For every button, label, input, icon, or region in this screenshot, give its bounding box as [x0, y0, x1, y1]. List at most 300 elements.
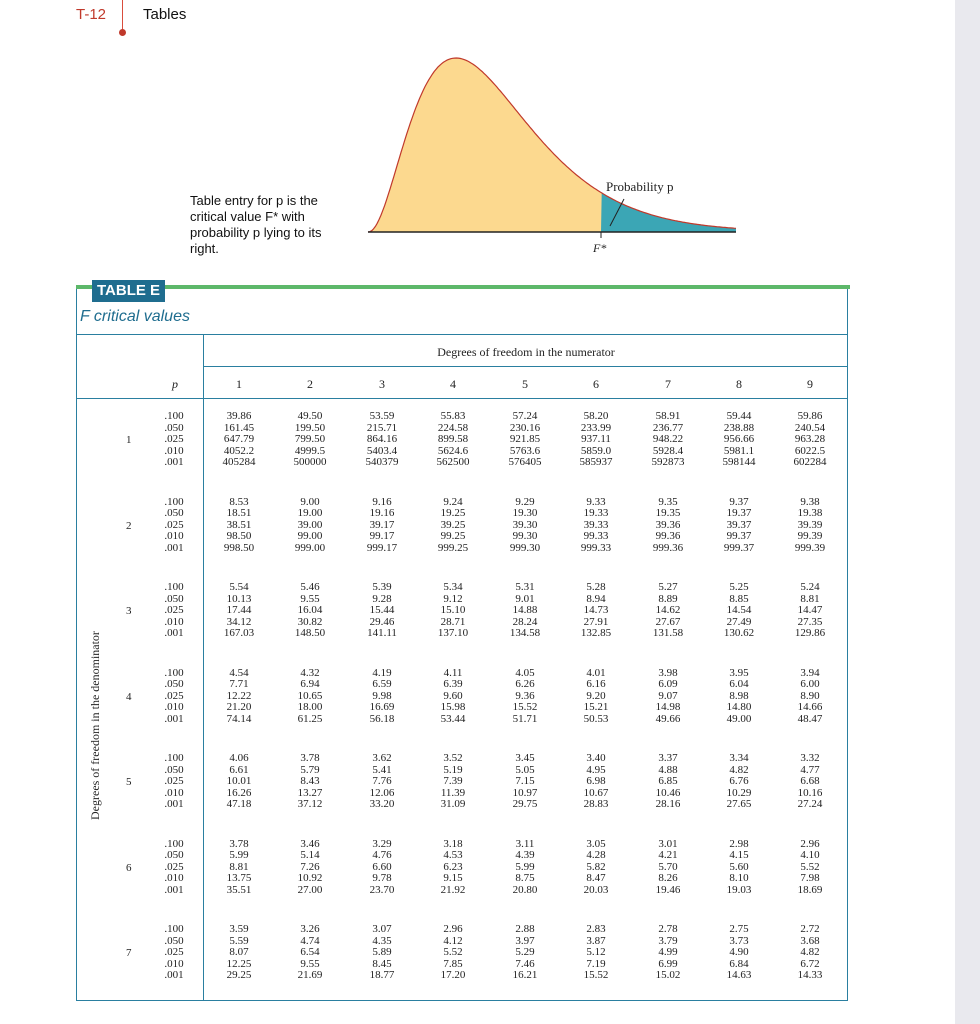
critical-value-cell: 39.30 [512, 518, 538, 531]
critical-value-cell: 899.58 [437, 433, 469, 445]
critical-value-cell: 5.99 [515, 860, 535, 873]
critical-value-cell: 39.00 [297, 518, 323, 531]
critical-value-cell: 6.99 [658, 957, 678, 970]
critical-value-cell: 224.58 [437, 421, 469, 434]
critical-value-cell: 2.78 [658, 923, 678, 935]
p-value-cell: .050 [164, 678, 184, 690]
critical-value-cell: 15.98 [440, 701, 466, 713]
critical-value-cell: 19.46 [655, 883, 681, 896]
critical-value-cell: 6.26 [515, 678, 535, 690]
critical-value-cell: 5859.0 [580, 444, 612, 457]
critical-value-cell: 6.84 [729, 957, 749, 970]
critical-value-cell: 4.05 [515, 666, 535, 679]
critical-value-cell: 3.32 [800, 752, 820, 764]
column-header-1: 1 [236, 377, 242, 391]
critical-value-cell: 4.82 [800, 946, 820, 958]
critical-value-cell: 16.04 [297, 604, 323, 616]
critical-value-cell: 5.70 [658, 860, 678, 873]
critical-value-cell: 27.91 [583, 615, 609, 628]
p-value-cell: .025 [164, 604, 184, 616]
critical-value-cell: 16.21 [512, 969, 538, 981]
p-value-cell: .025 [164, 860, 184, 873]
critical-value-cell: 9.55 [300, 592, 320, 605]
critical-value-cell: 9.35 [658, 495, 678, 508]
critical-value-cell: 921.85 [509, 433, 541, 445]
p-value-cell: .025 [164, 946, 184, 958]
critical-value-cell: 9.38 [800, 495, 820, 508]
critical-value-cell: 11.39 [440, 786, 466, 799]
critical-value-cell: 999.33 [580, 541, 612, 554]
critical-value-cell: 134.58 [509, 627, 541, 639]
critical-value-cell: 6.76 [729, 775, 749, 787]
critical-value-cell: 28.83 [583, 798, 609, 810]
numerator-divider [204, 366, 848, 367]
critical-value-cell: 15.52 [583, 969, 609, 981]
critical-value-cell: 3.07 [372, 923, 392, 935]
critical-value-cell: 50.53 [583, 712, 609, 725]
critical-value-cell: 9.60 [443, 689, 463, 702]
critical-value-cell: 5.99 [229, 849, 249, 861]
critical-value-cell: 9.24 [443, 495, 463, 508]
critical-value-cell: 4.28 [586, 849, 606, 861]
critical-value-cell: 3.68 [800, 934, 820, 947]
critical-value-cell: 39.25 [440, 518, 466, 531]
critical-value-cell: 5.59 [229, 934, 249, 947]
critical-value-cell: 9.98 [372, 689, 392, 702]
critical-value-cell: 28.71 [440, 615, 466, 628]
critical-value-cell: 4.21 [658, 849, 678, 861]
critical-value-cell: 562500 [436, 456, 470, 468]
column-header-6: 6 [593, 377, 599, 391]
critical-value-cell: 9.12 [443, 592, 463, 605]
critical-value-cell: 55.83 [440, 410, 466, 422]
critical-value-cell: 6.23 [443, 860, 463, 873]
critical-value-cell: 999.37 [723, 541, 755, 554]
p-value-cell: .001 [164, 456, 184, 468]
critical-value-cell: 130.62 [723, 627, 755, 639]
critical-value-cell: 10.92 [297, 872, 323, 884]
critical-value-cell: 27.24 [797, 798, 823, 810]
critical-value-cell: 3.05 [586, 837, 606, 850]
critical-value-cell: 8.07 [229, 946, 249, 958]
critical-value-cell: 5.46 [300, 581, 320, 593]
critical-value-cell: 585937 [579, 456, 613, 468]
fstar-label: F* [593, 241, 607, 255]
critical-value-cell: 7.15 [515, 775, 535, 787]
critical-value-cell: 7.39 [443, 775, 463, 787]
critical-value-cell: 167.03 [223, 627, 255, 639]
critical-value-cell: 2.72 [800, 923, 820, 935]
critical-value-cell: 799.50 [294, 433, 326, 445]
critical-value-cell: 956.66 [723, 433, 755, 445]
critical-value-cell: 230.16 [509, 421, 541, 434]
critical-value-cell: 27.35 [797, 615, 823, 628]
critical-value-cell: 7.85 [443, 957, 463, 970]
critical-value-cell: 30.82 [297, 615, 323, 628]
critical-value-cell: 999.17 [366, 541, 398, 554]
critical-value-cell: 8.43 [300, 775, 320, 787]
critical-value-cell: 4.77 [800, 763, 820, 776]
critical-value-cell: 8.47 [586, 872, 606, 884]
critical-value-cell: 8.81 [229, 860, 249, 873]
critical-value-cell: 13.75 [226, 872, 252, 884]
critical-value-cell: 132.85 [580, 627, 612, 639]
critical-value-cell: 9.00 [300, 495, 320, 508]
critical-value-cell: 20.80 [512, 883, 538, 896]
critical-value-cell: 28.16 [655, 798, 681, 810]
critical-value-cell: 20.03 [583, 883, 609, 896]
critical-value-cell: 5.89 [372, 946, 392, 958]
critical-value-cell: 215.71 [366, 421, 398, 434]
page-code: T-12 [76, 6, 107, 23]
critical-value-cell: 963.28 [794, 433, 826, 445]
critical-value-cell: 6.04 [729, 678, 749, 690]
critical-value-cell: 19.33 [583, 507, 609, 519]
stub-divider [203, 334, 204, 1001]
critical-value-cell: 2.83 [586, 923, 606, 935]
p-value-cell: .010 [164, 786, 184, 799]
critical-value-cell: 57.24 [512, 410, 538, 422]
critical-value-cell: 99.00 [297, 530, 323, 542]
critical-value-cell: 29.75 [512, 798, 538, 810]
critical-value-cell: 998.50 [223, 541, 255, 554]
critical-value-cell: 4052.2 [223, 444, 255, 457]
critical-value-cell: 39.33 [583, 518, 609, 531]
column-header-2: 2 [307, 377, 313, 391]
critical-value-cell: 5.12 [586, 946, 606, 958]
critical-value-cell: 6.00 [800, 678, 820, 690]
p-value-cell: .050 [164, 507, 184, 519]
critical-value-cell: 9.29 [515, 495, 535, 508]
critical-value-cell: 35.51 [226, 883, 252, 896]
critical-value-cell: 5.52 [443, 946, 463, 958]
critical-value-cell: 23.70 [369, 883, 395, 896]
critical-value-cell: 56.18 [369, 712, 395, 725]
critical-value-cell: 5.54 [229, 581, 249, 593]
critical-value-cell: 5.14 [300, 849, 320, 861]
critical-value-cell: 34.12 [226, 615, 252, 628]
critical-value-cell: 6.39 [443, 678, 463, 690]
critical-value-cell: 58.20 [583, 410, 609, 422]
p-value-cell: .050 [164, 421, 184, 434]
critical-value-cell: 3.78 [300, 752, 320, 764]
p-value-cell: .001 [164, 798, 184, 810]
critical-value-cell: 15.44 [369, 604, 395, 616]
critical-value-cell: 199.50 [294, 421, 326, 434]
critical-value-cell: 14.80 [726, 701, 752, 713]
critical-value-cell: 21.69 [297, 969, 323, 981]
critical-value-cell: 16.69 [369, 701, 395, 713]
critical-value-cell: 14.62 [655, 604, 681, 616]
curve-body-fill [368, 58, 736, 232]
p-value-cell: .010 [164, 701, 184, 713]
critical-value-cell: 47.18 [226, 798, 252, 810]
critical-value-cell: 4.95 [586, 763, 606, 776]
critical-value-cell: 4.74 [300, 934, 320, 947]
p-value-cell: .010 [164, 872, 184, 884]
critical-value-cell: 29.25 [226, 969, 252, 981]
critical-value-cell: 39.86 [226, 410, 252, 422]
critical-value-cell: 8.94 [586, 592, 606, 605]
p-value-cell: .100 [164, 495, 184, 508]
critical-value-cell: 4.32 [300, 666, 320, 679]
critical-value-cell: 4.12 [443, 934, 463, 947]
critical-value-cell: 3.01 [658, 837, 678, 850]
critical-value-cell: 5.29 [515, 946, 535, 958]
critical-value-cell: 10.46 [655, 786, 681, 799]
critical-value-cell: 6.72 [800, 957, 820, 970]
critical-value-cell: 59.44 [726, 410, 752, 422]
critical-value-cell: 4.76 [372, 849, 392, 861]
critical-value-cell: 576405 [508, 456, 542, 468]
p-value-cell: .050 [164, 934, 184, 947]
critical-value-cell: 236.77 [652, 421, 684, 434]
p-value-cell: .100 [164, 923, 184, 935]
critical-value-cell: 10.16 [797, 786, 823, 799]
critical-value-cell: 3.37 [658, 752, 678, 764]
critical-value-cell: 2.96 [443, 923, 463, 935]
critical-value-cell: 148.50 [294, 627, 326, 639]
header-divider [122, 0, 123, 32]
critical-value-cell: 5.25 [729, 581, 749, 593]
critical-value-cell: 9.33 [586, 495, 606, 508]
critical-value-cell: 10.65 [297, 689, 323, 702]
critical-value-cell: 39.36 [655, 518, 681, 531]
critical-value-cell: 4.10 [800, 849, 820, 861]
critical-value-cell: 5.34 [443, 581, 463, 593]
critical-value-cell: 948.22 [652, 433, 684, 445]
p-value-cell: .001 [164, 712, 184, 725]
critical-value-cell: 9.78 [372, 872, 392, 884]
critical-value-cell: 15.02 [655, 969, 681, 981]
p-value-cell: .100 [164, 581, 184, 593]
p-column-header: p [172, 377, 178, 391]
critical-value-cell: 53.59 [369, 410, 395, 422]
p-value-cell: .100 [164, 666, 184, 679]
critical-value-cell: 3.40 [586, 752, 606, 764]
critical-value-cell: 999.36 [652, 541, 684, 554]
critical-value-cell: 4.01 [586, 666, 606, 679]
critical-value-cell: 8.10 [729, 872, 749, 884]
critical-value-cell: 5.24 [800, 581, 820, 593]
critical-value-cell: 14.47 [797, 604, 823, 616]
critical-value-cell: 8.81 [800, 592, 820, 605]
critical-value-cell: 3.34 [729, 752, 749, 764]
critical-value-cell: 240.54 [794, 421, 826, 434]
critical-value-cell: 8.90 [800, 689, 820, 702]
critical-value-cell: 5.79 [300, 763, 320, 776]
critical-value-cell: 18.51 [226, 507, 252, 519]
denominator-df-3: 3 [126, 605, 132, 617]
critical-value-cell: 6.16 [586, 678, 606, 690]
critical-value-cell: 8.26 [658, 872, 678, 884]
critical-value-cell: 5.31 [515, 581, 535, 593]
column-header-7: 7 [665, 377, 671, 391]
critical-value-cell: 31.09 [440, 798, 466, 810]
critical-value-cell: 9.37 [729, 495, 749, 508]
critical-value-cell: 99.37 [726, 530, 752, 542]
critical-value-cell: 6022.5 [794, 444, 826, 457]
section-title: Tables [143, 6, 187, 23]
p-value-cell: .001 [164, 883, 184, 896]
critical-value-cell: 27.49 [726, 615, 752, 628]
critical-value-cell: 99.36 [655, 530, 681, 542]
critical-value-cell: 5.41 [372, 763, 392, 776]
critical-value-cell: 10.01 [226, 775, 252, 787]
critical-value-cell: 4.06 [229, 752, 249, 764]
critical-value-cell: 4999.5 [294, 444, 326, 457]
critical-value-cell: 12.06 [369, 786, 395, 799]
critical-value-cell: 2.88 [515, 923, 535, 935]
critical-value-cell: 3.52 [443, 752, 463, 764]
critical-value-cell: 18.69 [797, 883, 823, 896]
f-distribution-figure [360, 40, 740, 240]
critical-value-cell: 3.97 [515, 934, 535, 947]
critical-value-cell: 21.20 [226, 701, 252, 713]
p-value-cell: .025 [164, 433, 184, 445]
page-edge-shadow [955, 0, 980, 1024]
critical-value-cell: 3.18 [443, 837, 463, 850]
critical-value-cell: 53.44 [440, 712, 466, 725]
critical-value-cell: 16.26 [226, 786, 252, 799]
critical-value-cell: 49.66 [655, 712, 681, 725]
critical-value-cell: 5928.4 [652, 444, 684, 457]
critical-value-cell: 58.91 [655, 410, 681, 422]
critical-value-cell: 7.71 [229, 678, 249, 690]
critical-value-cell: 8.89 [658, 592, 678, 605]
critical-value-cell: 49.00 [726, 712, 752, 725]
p-value-cell: .001 [164, 627, 184, 639]
critical-value-cell: 39.37 [726, 518, 752, 531]
critical-value-cell: 7.26 [300, 860, 320, 873]
critical-value-cell: 937.11 [581, 433, 611, 445]
critical-value-cell: 12.25 [226, 957, 252, 970]
critical-value-cell: 5403.4 [366, 444, 398, 457]
critical-value-cell: 14.98 [655, 701, 681, 713]
critical-value-cell: 4.88 [658, 763, 678, 776]
critical-value-cell: 19.16 [369, 507, 395, 519]
table-label: TABLE E [92, 280, 165, 302]
critical-value-cell: 14.73 [583, 604, 609, 616]
critical-value-cell: 2.96 [800, 837, 820, 850]
column-header-5: 5 [522, 377, 528, 391]
critical-value-cell: 13.27 [297, 786, 323, 799]
critical-value-cell: 6.61 [229, 763, 249, 776]
critical-value-cell: 5.60 [729, 860, 749, 873]
critical-value-cell: 3.26 [300, 923, 320, 935]
critical-value-cell: 10.97 [512, 786, 538, 799]
critical-value-cell: 39.39 [797, 518, 823, 531]
critical-value-cell: 4.54 [229, 666, 249, 679]
critical-value-cell: 9.01 [515, 592, 535, 605]
critical-value-cell: 8.85 [729, 592, 749, 605]
critical-value-cell: 233.99 [580, 421, 612, 434]
critical-value-cell: 8.98 [729, 689, 749, 702]
critical-value-cell: 4.11 [443, 666, 463, 679]
critical-value-cell: 999.25 [437, 541, 469, 554]
critical-value-cell: 6.98 [586, 775, 606, 787]
critical-value-cell: 5.52 [800, 860, 820, 873]
critical-value-cell: 3.79 [658, 934, 678, 947]
critical-value-cell: 37.12 [297, 798, 323, 810]
critical-value-cell: 540379 [365, 456, 399, 468]
critical-value-cell: 19.30 [512, 507, 538, 519]
critical-value-cell: 9.16 [372, 495, 392, 508]
critical-value-cell: 141.11 [367, 627, 397, 639]
critical-value-cell: 4.15 [729, 849, 749, 861]
column-header-8: 8 [736, 377, 742, 391]
critical-value-cell: 161.45 [223, 421, 255, 434]
critical-value-cell: 61.25 [297, 712, 323, 725]
critical-value-cell: 3.62 [372, 752, 392, 764]
critical-value-cell: 3.98 [658, 666, 678, 679]
probability-label: Probability p [606, 179, 674, 194]
critical-value-cell: 9.28 [372, 592, 392, 605]
denominator-df-1: 1 [126, 434, 132, 446]
critical-value-cell: 4.19 [372, 666, 392, 679]
p-value-cell: .010 [164, 530, 184, 542]
critical-value-cell: 99.25 [440, 530, 466, 542]
column-header-9: 9 [807, 377, 813, 391]
critical-value-cell: 6.85 [658, 775, 678, 787]
critical-value-cell: 3.78 [229, 837, 249, 850]
critical-value-cell: 51.71 [512, 712, 538, 725]
denominator-df-2: 2 [126, 519, 132, 532]
critical-value-cell: 10.29 [726, 786, 752, 799]
p-value-cell: .025 [164, 689, 184, 702]
critical-value-cell: 27.65 [726, 798, 752, 810]
critical-value-cell: 9.15 [443, 872, 463, 884]
p-value-cell: .025 [164, 775, 184, 787]
p-value-cell: .025 [164, 518, 184, 531]
critical-value-cell: 14.88 [512, 604, 538, 616]
critical-value-cell: 7.46 [515, 957, 535, 970]
critical-value-cell: 4.39 [515, 849, 535, 861]
critical-value-cell: 38.51 [226, 518, 252, 531]
critical-value-cell: 21.92 [440, 883, 466, 896]
critical-value-cell: 59.86 [797, 410, 823, 422]
critical-value-cell: 27.00 [297, 883, 323, 896]
critical-value-cell: 5981.1 [723, 444, 755, 457]
critical-value-cell: 18.77 [369, 969, 395, 981]
critical-value-cell: 864.16 [366, 433, 398, 445]
critical-value-cell: 405284 [222, 456, 256, 468]
critical-value-cell: 15.21 [583, 701, 609, 713]
critical-value-cell: 14.66 [797, 701, 823, 713]
critical-value-cell: 3.94 [800, 666, 820, 679]
critical-value-cell: 5.39 [372, 581, 392, 593]
critical-value-cell: 2.75 [729, 923, 749, 935]
critical-value-cell: 598144 [722, 456, 756, 468]
critical-value-cell: 5.28 [586, 581, 606, 593]
critical-value-cell: 5.82 [586, 860, 606, 873]
critical-value-cell: 19.37 [726, 507, 752, 519]
p-value-cell: .050 [164, 592, 184, 605]
denominator-df-4: 4 [126, 690, 132, 703]
critical-value-cell: 9.20 [586, 689, 606, 702]
critical-value-cell: 9.07 [658, 689, 678, 702]
critical-value-cell: 131.58 [652, 627, 684, 639]
critical-value-cell: 592873 [651, 456, 685, 468]
critical-value-cell: 3.95 [729, 666, 749, 679]
critical-value-cell: 6.54 [300, 946, 320, 958]
numerator-header: Degrees of freedom in the numerator [437, 345, 615, 359]
critical-value-cell: 17.44 [226, 604, 252, 616]
p-value-cell: .010 [164, 615, 184, 628]
critical-value-cell: 5763.6 [509, 444, 541, 457]
critical-value-cell: 5.27 [658, 581, 678, 593]
critical-value-cell: 9.36 [515, 689, 535, 702]
